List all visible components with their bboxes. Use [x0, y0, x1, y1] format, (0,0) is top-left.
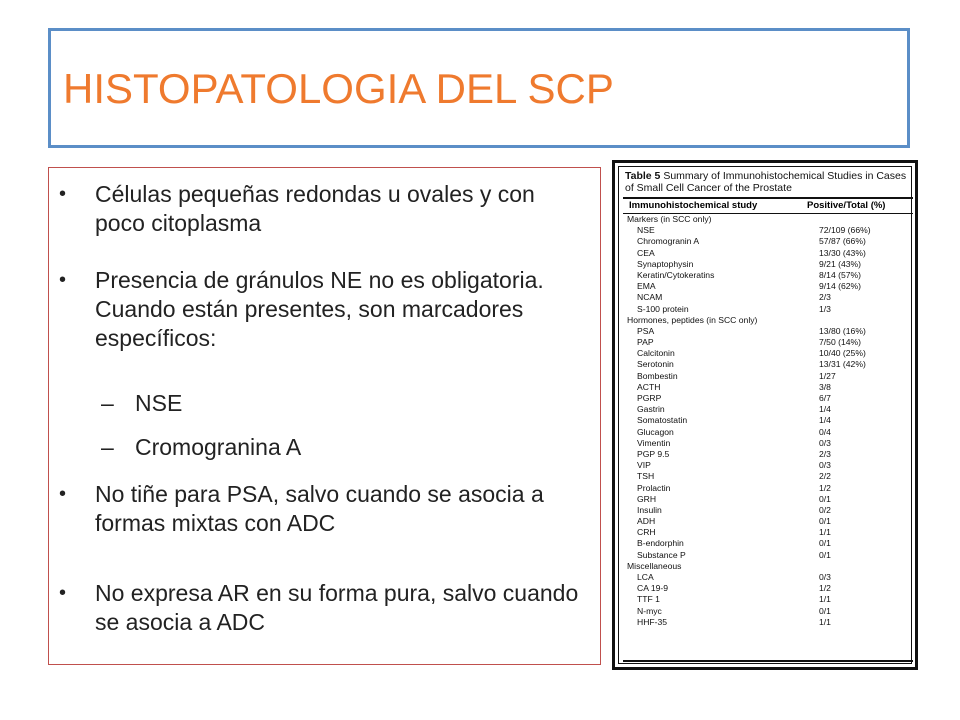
table-cell-study: Chromogranin A: [637, 236, 700, 247]
table-cell-positive: 10/40 (25%): [819, 348, 866, 359]
table-cell-study: Glucagon: [637, 426, 674, 437]
table-cell-positive: 2/3: [819, 292, 831, 303]
table-row: [623, 382, 913, 393]
table-row: [623, 494, 913, 505]
table-body: [623, 214, 913, 628]
table-cell-study: VIP: [637, 460, 651, 471]
sub-bullet-item: [101, 433, 301, 462]
bullet-text: Células pequeñas redondas u ovales y con poco citoplasma: [95, 181, 535, 236]
table-cell-positive: 1/2: [819, 482, 831, 493]
column-header-positive: Positive/Total (%): [807, 200, 886, 211]
table-row: [623, 225, 913, 236]
table-cell-positive: 9/14 (62%): [819, 281, 862, 292]
table-cell-positive: 1/1: [819, 594, 831, 605]
table-row: [623, 483, 913, 494]
table-cell-study: Insulin: [637, 504, 662, 515]
table-row: [623, 583, 913, 594]
table-figure: [612, 160, 918, 670]
table-row: [623, 259, 913, 270]
table-row: [623, 404, 913, 415]
table-cell-study: Keratin/Cytokeratins: [637, 269, 715, 280]
table-cell-study: CRH: [637, 527, 656, 538]
table-cell-positive: 0/4: [819, 426, 831, 437]
table-row: [623, 236, 913, 247]
table-cell-positive: 0/1: [819, 605, 831, 616]
table-cell-study: PGP 9.5: [637, 448, 670, 459]
table-group-row: [623, 214, 913, 225]
table-cell-study: TSH: [637, 471, 655, 482]
table-cell-study: Substance P: [637, 549, 686, 560]
table-cell-study: Somatostatin: [637, 415, 688, 426]
table-cell-study: CA 19-9: [637, 583, 669, 594]
table-row: [623, 292, 913, 303]
table-cell-study: HHF-35: [637, 616, 668, 627]
table-cell-study: Miscellaneous: [627, 560, 682, 571]
bullet-item: [49, 480, 589, 538]
bullet-text: Presencia de gránulos NE no es obligatoria. Cuando están presentes, son marcadores específicos:: [95, 267, 544, 351]
table-cell-study: GRH: [637, 493, 657, 504]
table-row: [623, 606, 913, 617]
table-cell-positive: 1/3: [819, 303, 831, 314]
table-cell-positive: 0/1: [819, 516, 831, 527]
table-cell-positive: 0/1: [819, 493, 831, 504]
table-caption-label: Table 5: [625, 170, 661, 182]
table-cell-study: B-endorphin: [637, 538, 684, 549]
table-cell-study: N-myc: [637, 605, 662, 616]
table-cell-study: Vimentin: [637, 437, 671, 448]
table-cell-positive: 6/7: [819, 393, 831, 403]
table-cell-positive: 8/14 (57%): [819, 269, 862, 280]
table-row: [623, 516, 913, 527]
column-header-study: Immunohistochemical study: [629, 200, 758, 211]
table-row: [623, 248, 913, 259]
table-caption: [625, 170, 913, 194]
table-row: [623, 371, 913, 382]
table-cell-study: Prolactin: [637, 482, 671, 493]
table-cell-positive: 1/1: [819, 616, 831, 627]
bullet-icon: •: [59, 582, 67, 604]
table-caption-text: Summary of Immunohistochemical Studies in Cases of Small Cell Cancer of the Prostate: [625, 170, 907, 194]
bullet-text: No tiñe para PSA, salvo cuando se asocia a formas mixtas con ADC: [95, 481, 544, 536]
table-cell-study: Serotonin: [637, 359, 674, 370]
table-cell-positive: 1/1: [819, 527, 831, 538]
bullet-item: [49, 579, 589, 637]
table-cell-positive: 2/2: [819, 471, 831, 482]
table-cell-study: PAP: [637, 337, 654, 348]
table-cell-study: PGRP: [637, 393, 662, 403]
table-cell-positive: 0/3: [819, 437, 831, 448]
table-cell-positive: 1/27: [819, 370, 836, 381]
table-row: [623, 449, 913, 460]
table-cell-positive: 0/3: [819, 572, 831, 582]
bullet-icon: •: [59, 183, 67, 205]
table-cell-positive: 13/80 (16%): [819, 325, 866, 336]
table-cell-positive: 0/1: [819, 538, 831, 549]
table-row: [623, 427, 913, 438]
table-cell-study: Synaptophysin: [637, 258, 694, 269]
content-box: [48, 167, 601, 665]
sub-bullet-text: Cromogranina A: [135, 434, 302, 460]
table-cell-positive: 9/21 (43%): [819, 258, 862, 269]
table-cell-study: TTF 1: [637, 594, 660, 605]
table-cell-positive: 13/31 (42%): [819, 359, 866, 370]
table-row: [623, 460, 913, 471]
table-frame: [618, 166, 912, 664]
slide-title: HISTOPATOLOGIA DEL SCP: [63, 65, 614, 112]
table-cell-positive: 0/2: [819, 504, 831, 515]
table-row: [623, 337, 913, 348]
table-row: [623, 471, 913, 482]
table-group-row: [623, 561, 913, 572]
table-cell-study: Bombestin: [637, 370, 678, 381]
table-row: [623, 393, 913, 404]
table-row: [623, 550, 913, 561]
table-cell-positive: 1/4: [819, 415, 831, 426]
table-cell-positive: 0/3: [819, 460, 831, 471]
title-box: [48, 28, 910, 148]
table-row: [623, 415, 913, 426]
table-header: [623, 197, 913, 214]
table-cell-positive: 3/8: [819, 381, 831, 392]
sub-bullet-item: [101, 389, 182, 418]
table-cell-study: NSE: [637, 225, 655, 236]
table-row: [623, 304, 913, 315]
table-cell-positive: 57/87 (66%): [819, 236, 866, 247]
table-row: [623, 270, 913, 281]
table-cell-positive: 2/3: [819, 448, 831, 459]
sub-bullet-text: NSE: [135, 390, 183, 416]
table-cell-positive: 7/50 (14%): [819, 337, 862, 348]
table-row: [623, 348, 913, 359]
table-cell-positive: 0/1: [819, 549, 831, 560]
table-row: [623, 594, 913, 605]
table-cell-study: CEA: [637, 247, 655, 258]
table-group-row: [623, 315, 913, 326]
table-row: [623, 538, 913, 549]
table-row: [623, 281, 913, 292]
table-cell-positive: 72/109 (66%): [819, 225, 871, 236]
table-row: [623, 505, 913, 516]
table-cell-study: Gastrin: [637, 404, 665, 415]
bullet-item: [49, 180, 589, 238]
table-cell-study: Hormones, peptides (in SCC only): [627, 314, 758, 325]
dash-icon: –: [101, 434, 114, 460]
bullet-item: [49, 266, 589, 353]
table-row: [623, 572, 913, 583]
table-bottom-rule: [623, 660, 913, 662]
table-row: [623, 438, 913, 449]
table-row: [623, 326, 913, 337]
table-cell-positive: 13/30 (43%): [819, 247, 866, 258]
table-cell-study: ACTH: [637, 381, 661, 392]
table-cell-study: EMA: [637, 281, 656, 292]
table-cell-study: NCAM: [637, 292, 663, 303]
table-cell-study: LCA: [637, 572, 654, 582]
table-cell-study: Markers (in SCC only): [627, 214, 712, 224]
table-cell-study: Calcitonin: [637, 348, 675, 359]
table-cell-study: S-100 protein: [637, 303, 689, 314]
table-row: [623, 527, 913, 538]
bullet-text: No expresa AR en su forma pura, salvo cuando se asocia a ADC: [95, 580, 579, 635]
table-cell-study: PSA: [637, 325, 655, 336]
table-cell-positive: 1/2: [819, 583, 831, 594]
dash-icon: –: [101, 390, 114, 416]
table-cell-study: ADH: [637, 516, 656, 527]
table-row: [623, 617, 913, 628]
table-cell-positive: 1/4: [819, 404, 831, 415]
bullet-icon: •: [59, 483, 67, 505]
bullet-icon: •: [59, 269, 67, 291]
table-row: [623, 359, 913, 370]
